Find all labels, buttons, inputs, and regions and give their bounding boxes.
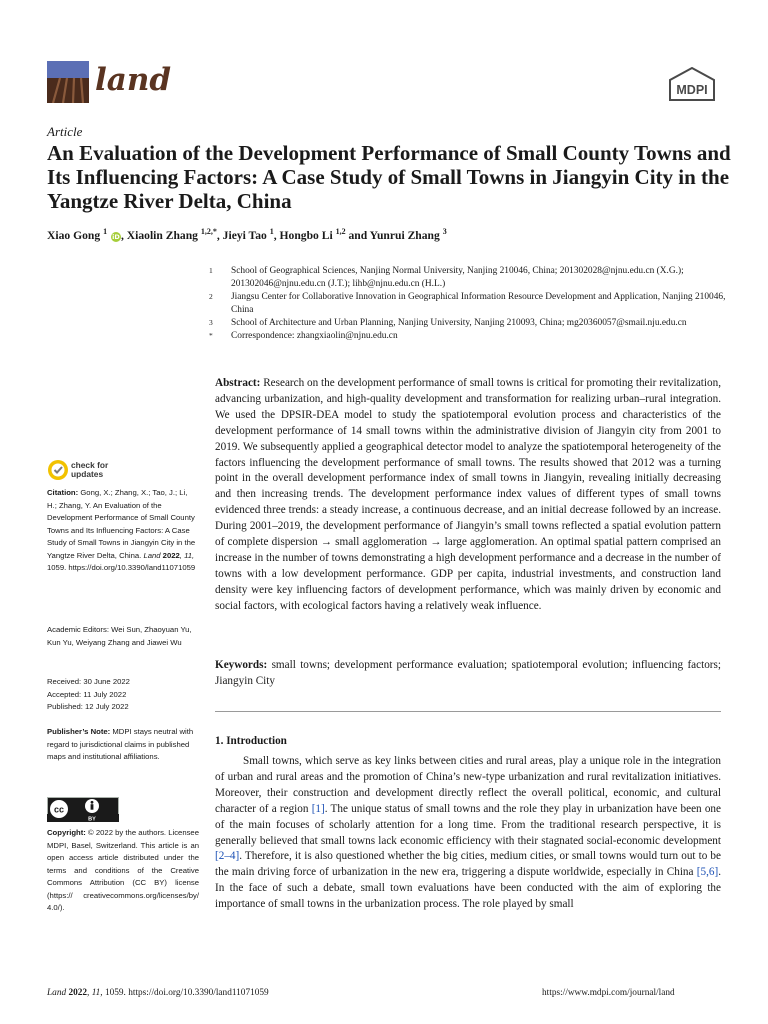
affiliation-mark: 3: [209, 318, 213, 328]
introduction-paragraph: [215, 754, 721, 913]
mdpi-logo-icon: [666, 67, 718, 101]
received-date: Received: 30 June 2022: [47, 677, 130, 686]
affiliation-text: School of Geographical Sciences, Nanjing Normal University, Nanjing 210046, China; 201302028@njnu.edu.cn (X.G.); 201302046@njnu.edu.cn (J.T.); lihb@njnu.edu.cn (H.L.): [231, 266, 684, 290]
footer-journal-url[interactable]: https://www.mdpi.com/journal/land: [542, 988, 675, 998]
keywords-text: small towns; development performance evaluation; spatiotemporal evolution; influencing factors; Jiangyin City: [215, 659, 721, 687]
footer-journal: Land: [47, 988, 67, 998]
keywords: [215, 658, 721, 690]
editors-label: Academic Editors:: [47, 625, 109, 634]
author-name: Xiao Gong: [47, 228, 101, 242]
affiliations: [209, 265, 729, 344]
footer-citation: [47, 988, 269, 998]
published-date: Published: 12 July 2022: [47, 702, 129, 711]
footer-volume: , 11,: [87, 988, 103, 998]
cc-by-license-icon[interactable]: [47, 797, 119, 822]
article-title: An Evaluation of the Development Performance of Small County Towns and Its Influencing Factors: A Case Study of Small Towns in Jiangyin City in the Yangtze River Delta, China: [47, 141, 731, 213]
publisher-note-label: Publisher’s Note:: [47, 727, 111, 736]
check-updates-icon: [47, 459, 69, 481]
author-affil-mark: 1,2,*: [200, 227, 217, 236]
author-list: Xiao Gong $^1$ iD, Xiaolin Zhang $^{1,2,*}$, Jieyi Tao $^1$, Hongbo Li $^{1,2}$ and Yunrui Zhang $^3$: [47, 227, 447, 242]
author-name: Xiaolin Zhang: [126, 228, 198, 242]
reference-link[interactable]: [2–4]: [215, 850, 240, 863]
intro-text: . The unique status of small towns and the role they play in urbanization have been one of the main focuses of scholarly attention for a long time. From the traditional research perspective, it is generally believed that small towns lack economic efficiency with their stagnated social-economic development: [215, 802, 721, 847]
author-name: Hongbo Li: [279, 228, 333, 242]
journal-logo-icon: [47, 61, 89, 103]
citation-volume: , 11,: [179, 550, 195, 560]
author-name: Jieyi Tao: [222, 228, 267, 242]
citation-text: Gong, X.; Zhang, X.; Tao, J.; Li, H.; Zhang, Y. An Evaluation of the Development Performance of Small County Towns and Its Influencing Factors: A Case Study of Small Towns in Jiangyin City in the Yangtze River Delta, China.: [47, 488, 196, 560]
accepted-date: Accepted: 11 July 2022: [47, 689, 127, 699]
affiliation-text: School of Architecture and Urban Planning, Nanjing University, Nanjing 210093, China; mg20360057@smail.nju.edu.cn: [231, 318, 687, 329]
citation-doi[interactable]: 1059. https://doi.org/10.3390/land11071059: [47, 563, 196, 572]
reference-link[interactable]: [5,6]: [696, 866, 719, 879]
intro-text: . Therefore, it is also questioned whether the big cities, medium cities, or small towns would turn out to be the main driving force of urbanization in the new era, triggering a dispute worldwide, especially in China: [215, 850, 721, 879]
keywords-label: Keywords:: [215, 659, 268, 671]
svg-text:cc: cc: [53, 804, 65, 815]
check-updates-line1: check for: [71, 460, 109, 470]
abstract: [215, 376, 721, 615]
author-affil-mark: 1: [269, 227, 274, 236]
affiliation-item: [209, 330, 729, 343]
author-affil-mark: 3: [442, 227, 447, 236]
editors-list: Wei Sun, Zhaoyuan Yu, Kun Yu, Weiyang Zhang and Jiawei Wu: [47, 625, 192, 647]
intro-text: . In the face of such a debate, small town evaluations have been conducted with the aim of exploring the importance of small towns in the urbanization process. The role played by small: [215, 866, 721, 911]
reference-link[interactable]: [1]: [311, 802, 325, 815]
abstract-label: Abstract:: [215, 377, 261, 389]
citation-block: [47, 487, 199, 575]
author-affil-mark: 1: [103, 227, 108, 236]
citation-year: 2022: [160, 550, 180, 560]
affiliation-mark: 1: [209, 266, 213, 275]
footer-doi[interactable]: 1059. https://doi.org/10.3390/land11071059: [102, 988, 269, 998]
citation-journal: Land: [143, 550, 161, 560]
affiliation-item: [209, 291, 729, 317]
affiliation-mark: 2: [209, 292, 213, 302]
abstract-text: Research on the development performance of small towns is critical for promoting their revitalization, advancing urbanization, and high-quality development and transformation for realizing urban–rural integration. We used the DPSIR-DEA model to study the spatiotemporal evolution process and characteristics of the development performance of 14 small towns within the administrative division of Jiangyin city from 2001 to 2019. We subsequently applied a geographical detector model to analyze the spatiotemporal heterogeneity of the factors influencing the development performance of small towns. The results showed that 2012 was a turning point in the overall development performance index of small towns in Jiangyin, revealing initially decreasing and then increasing trends. The development performance index values of different types of small towns evidenced three trends: a steady increase, a continuous decrease, and an initial decrease followed by an increase. During 2001–2019, the development performance of Jiangyin’s small towns reflected a spatial evolution pattern of complete dispersion → small agglomeration → large agglomeration. An optimal spatial pattern comprised an increase in the number of towns demonstrating a high development performance and a decrease in the number of towns with a low development performance. GDP per capita, industrial investments, and construction land density were key influencing factors of development performance, which was mainly driven by economic and social factors, with ecological factors having a relatively weak influence.: [215, 377, 722, 612]
check-updates-line2: updates: [71, 469, 104, 479]
orcid-icon[interactable]: iD: [112, 232, 120, 241]
publication-dates: [47, 676, 199, 714]
author-affil-mark: 1,2: [335, 227, 346, 236]
copyright-text: © 2022 by the authors. Licensee MDPI, Basel, Switzerland. This article is an open access article distributed under the terms and conditions of the Creative Commons Attribution (CC BY) license (https:// creativecommons.org/licenses/by/ 4.0/).: [47, 828, 199, 912]
affiliation-mark: *: [209, 331, 213, 341]
copyright-block: [47, 827, 199, 915]
section-divider: [215, 711, 721, 712]
affiliation-item: [209, 265, 729, 291]
check-for-updates-button[interactable]: [47, 457, 167, 485]
intro-text: Small towns, which serve as key links between cities and rural areas, play a unique role in the integration of urban and rural areas and the promotion of China’s new-type urbanization and rural revitalization initiatives. Moreover, their construction and development directly reflect the overall political, economic, and cultural character of a region: [215, 755, 721, 815]
affiliation-text: Correspondence: zhangxiaolin@njnu.edu.cn: [231, 331, 398, 342]
academic-editors: [47, 624, 199, 649]
footer-year: 2022: [66, 988, 88, 998]
cc-badge-text: BY: [88, 816, 96, 822]
article-type: Article: [47, 124, 83, 139]
citation-label: Citation:: [47, 488, 79, 497]
section-heading: 1. Introduction: [215, 735, 287, 747]
mdpi-logo-text: MDPI: [676, 83, 708, 97]
affiliation-item: [209, 317, 729, 330]
publisher-note-text: MDPI stays neutral with regard to jurisdictional claims in published maps and institutional affiliations.: [47, 727, 194, 761]
affiliation-text: Jiangsu Center for Collaborative Innovation in Geographical Information Resource Development and Application, Nanjing 210046, China: [231, 292, 726, 316]
publisher-note: [47, 726, 199, 764]
author-name: Yunrui Zhang: [369, 228, 440, 242]
copyright-label: Copyright:: [47, 828, 86, 837]
journal-name: land: [95, 62, 172, 98]
